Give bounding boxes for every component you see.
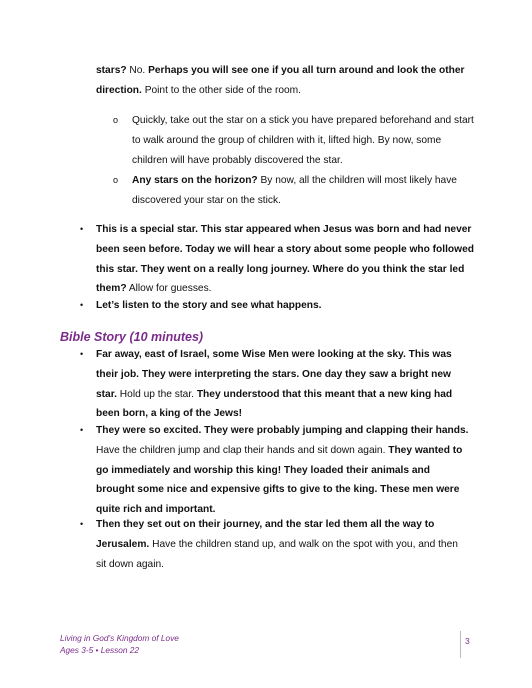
footer-lesson-info: Ages 3-5 • Lesson 22 xyxy=(60,645,140,655)
sub-bullet-horizon: Any stars on the horizon? By now, all the children will most likely have discovered your star on the stick. xyxy=(132,175,457,206)
sub-bullet-marker: o xyxy=(113,115,119,125)
footer-divider xyxy=(460,631,461,658)
footer-series-title: Living in God’s Kingdom of Love xyxy=(60,633,179,643)
page-number: 3 xyxy=(465,636,470,646)
section-heading-bible-story: Bible Story (10 minutes) xyxy=(60,330,204,344)
bullet-special-star: This is a special star. This star appeared when Jesus was born and had never been seen before. Today we will hear a story about some people who followed this star. They went on a really long journey. Where do you think the star led them? Allow for guesses. xyxy=(96,224,474,295)
bullet-listen-story: Let’s listen to the story and see what happens. xyxy=(96,300,322,311)
bullet-marker: • xyxy=(80,519,84,529)
sub-bullet-marker: o xyxy=(113,175,119,185)
bullet-marker: • xyxy=(80,224,84,234)
paragraph-stars-question: stars? No. Perhaps you will see one if you all turn around and look the other direction. Point to the other side of the room. xyxy=(96,65,465,96)
bullet-marker: • xyxy=(80,349,84,359)
page-footer xyxy=(60,632,179,656)
sub-bullet-quick-star: Quickly, take out the star on a stick you have prepared beforehand and start to walk around the group of children with it, lifted high. By now, some children will have probably discovered the star. xyxy=(132,115,474,166)
bullet-journey: Then they set out on their journey, and the star led them all the way to Jerusalem. Have the children stand up, and walk on the spot with you, and then sit down again. xyxy=(96,519,458,570)
bullet-marker: • xyxy=(80,300,84,310)
bullet-marker: • xyxy=(80,425,84,435)
bullet-wise-men: Far away, east of Israel, some Wise Men were looking at the sky. This was their job. They were interpreting the stars. One day they saw a bright new star. Hold up the star. They understood that this meant that a new king had been born, a king of the Jews! xyxy=(96,349,453,420)
bullet-excited: They were so excited. They were probably jumping and clapping their hands. Have the children jump and clap their hands and sit down again. They wanted to go immediately and worship this king! They loaded their animals and brought some nice and expensive gifts to give to the king. These men were quite rich and important. xyxy=(96,425,469,516)
